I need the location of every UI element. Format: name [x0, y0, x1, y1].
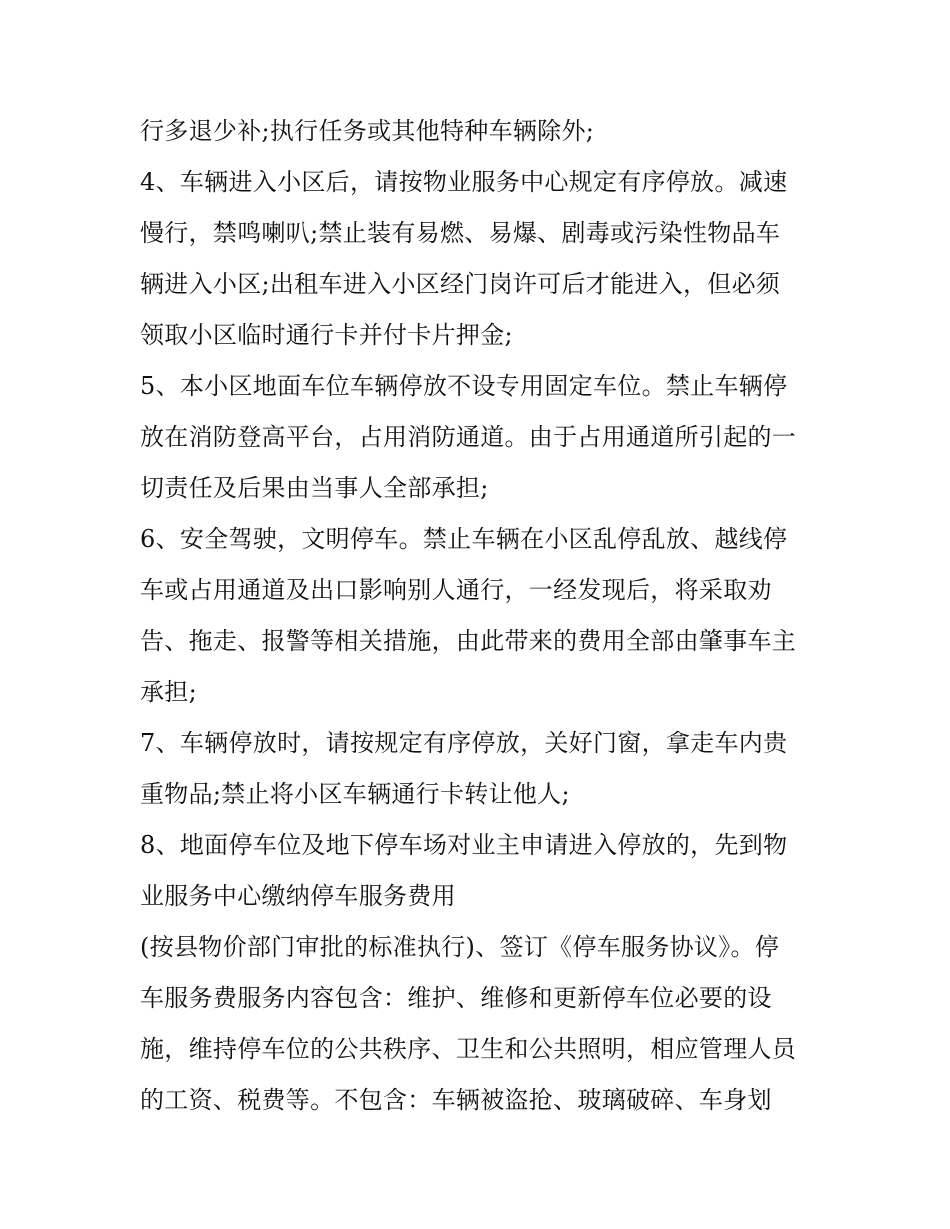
text-line: 施，维持停车位的公共秩序、卫生和公共照明，相应管理人员 — [140, 1035, 797, 1063]
text-line: 的工资、税费等。不包含：车辆被盗抢、玻璃破碎、车身划 — [140, 1086, 772, 1114]
text-line: 领取小区临时通行卡并付卡片押金; — [140, 321, 513, 349]
text-line: 4、车辆进入小区后，请按物业服务中心规定有序停放。减速 — [140, 168, 788, 196]
document-body — [140, 106, 820, 1126]
text-line: (按县物价部门审批的标准执行)、签订《停车服务协议》。停 — [140, 933, 780, 961]
text-line: 车服务费服务内容包含：维护、维修和更新停车位必要的设 — [140, 984, 772, 1012]
text-line: 慢行，禁鸣喇叭;禁止装有易燃、易爆、剧毒或污染性物品车 — [140, 219, 781, 247]
text-line: 车或占用通道及出口影响别人通行，一经发现后，将采取劝 — [140, 576, 772, 604]
text-line: 告、拖走、报警等相关措施，由此带来的费用全部由肇事车主 — [140, 627, 797, 655]
text-line: 重物品;禁止将小区车辆通行卡转让他人; — [140, 780, 570, 808]
text-line: 业服务中心缴纳停车服务费用 — [140, 882, 456, 910]
text-line: 放在消防登高平台，占用消防通道。由于占用通道所引起的一 — [140, 423, 797, 451]
text-line: 承担; — [140, 678, 197, 706]
text-line: 7、车辆停放时，请按规定有序停放，关好门窗，拿走车内贵 — [140, 729, 788, 757]
text-line: 8、地面停车位及地下停车场对业主申请进入停放的，先到物 — [140, 831, 788, 859]
text-line: 5、本小区地面车位车辆停放不设专用固定车位。禁止车辆停 — [140, 372, 788, 400]
text-line: 行多退少补;执行任务或其他特种车辆除外; — [140, 117, 595, 145]
text-line: 辆进入小区;出租车进入小区经门岗许可后才能进入，但必须 — [140, 270, 781, 298]
text-line: 6、安全驾驶，文明停车。禁止车辆在小区乱停乱放、越线停 — [140, 525, 788, 553]
text-line: 切责任及后果由当事人全部承担; — [140, 474, 489, 502]
